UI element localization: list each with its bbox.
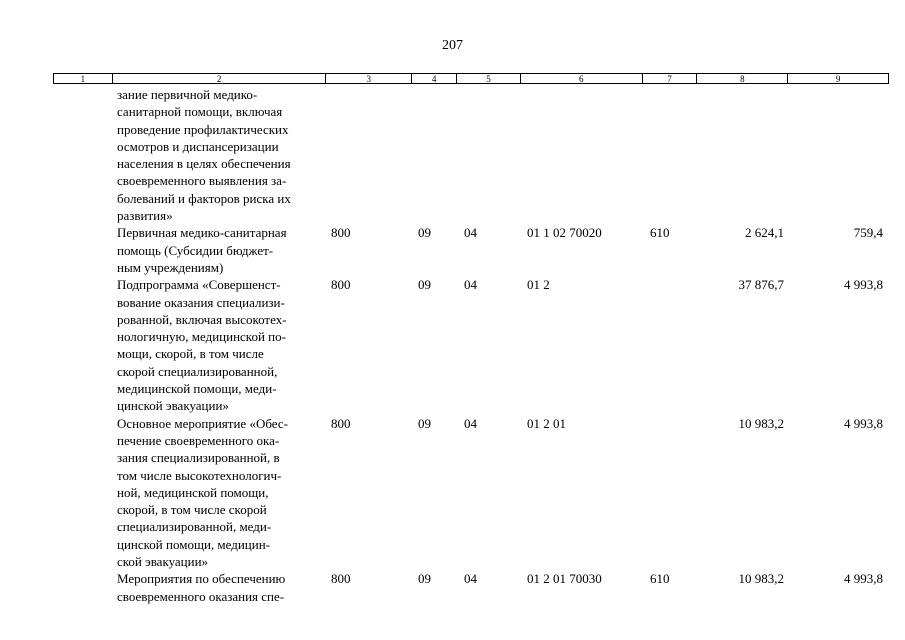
description-line: ным учреждениям) [117, 259, 224, 275]
table-body [0, 86, 905, 605]
description-line: своевременного оказания спе- [117, 588, 285, 604]
code-value: 800 [331, 415, 351, 431]
description-line: проведение профилактических [117, 121, 289, 137]
subsection-value: 04 [464, 571, 477, 587]
description-line: печение своевременного ока- [117, 432, 280, 448]
description-line: вование оказания специализи- [117, 294, 285, 310]
description-line: Подпрограмма «Совершенст- [117, 277, 281, 293]
table-row [0, 224, 905, 276]
description-line: скорой специализированной, [117, 363, 278, 379]
row-description [117, 570, 327, 605]
amount-value: 10 983,2 [738, 571, 784, 587]
subsection-value: 04 [464, 277, 477, 293]
row-description [117, 86, 327, 224]
subsection-value: 04 [464, 415, 477, 431]
table-row [0, 570, 905, 605]
section-value: 09 [418, 225, 431, 241]
description-line: осмотров и диспансеризации [117, 138, 279, 154]
description-line: Первичная медико-санитарная [117, 225, 287, 241]
amount-value: 37 876,7 [738, 277, 784, 293]
description-line: скорой, в том числе скорой [117, 502, 267, 518]
section-value: 09 [418, 571, 431, 587]
amount-value: 2 624,1 [745, 225, 784, 241]
description-line: своевременного выявления за- [117, 173, 287, 189]
column-header-5: 5 [457, 74, 521, 83]
description-line: Основное мероприятие «Обес- [117, 415, 288, 431]
expense-type-value: 610 [650, 571, 670, 587]
secondary-amount-value: 4 993,8 [844, 415, 883, 431]
description-line: развития» [117, 208, 173, 224]
column-header-1: 1 [54, 74, 113, 83]
description-line: цинской эвакуации» [117, 398, 229, 414]
code-value: 800 [331, 225, 351, 241]
description-line: нологичную, медицинской по- [117, 329, 286, 345]
table-row [0, 86, 905, 224]
column-header-4: 4 [412, 74, 457, 83]
table-row [0, 415, 905, 571]
target-article-value: 01 2 01 70030 [527, 571, 602, 587]
section-value: 09 [418, 277, 431, 293]
target-article-value: 01 2 01 [527, 415, 566, 431]
code-value: 800 [331, 571, 351, 587]
description-line: зание первичной медико- [117, 87, 258, 102]
amount-value: 10 983,2 [738, 415, 784, 431]
description-line: цинской помощи, медицин- [117, 536, 271, 552]
column-header-6: 6 [521, 74, 643, 83]
description-line: специализированной, меди- [117, 519, 272, 535]
page-number: 207 [442, 38, 463, 53]
secondary-amount-value: 4 993,8 [844, 571, 883, 587]
expense-type-value: 610 [650, 225, 670, 241]
column-header-3: 3 [326, 74, 412, 83]
description-line: болеваний и факторов риска их [117, 190, 291, 206]
description-line: зания специализированной, в [117, 450, 280, 466]
description-line: Мероприятия по обеспечению [117, 571, 286, 587]
description-line: ной, медицинской помощи, [117, 484, 269, 500]
subsection-value: 04 [464, 225, 477, 241]
description-line: населения в целях обеспечения [117, 156, 291, 172]
secondary-amount-value: 4 993,8 [844, 277, 883, 293]
description-line: том числе высокотехнологич- [117, 467, 282, 483]
description-line: ской эвакуации» [117, 554, 209, 570]
code-value: 800 [331, 277, 351, 293]
target-article-value: 01 2 [527, 277, 550, 293]
row-description [117, 276, 327, 414]
row-description [117, 224, 327, 276]
column-header-9: 9 [835, 74, 841, 84]
description-line: санитарной помощи, включая [117, 104, 283, 120]
description-line: помощь (Субсидии бюджет- [117, 242, 274, 258]
section-value: 09 [418, 415, 431, 431]
row-description [117, 415, 327, 571]
table-header-row [53, 73, 889, 84]
target-article-value: 01 1 02 70020 [527, 225, 602, 241]
column-header-8: 8 [697, 74, 788, 83]
description-line: медицинской помощи, меди- [117, 381, 277, 397]
secondary-amount-value: 759,4 [853, 225, 883, 241]
column-header-7: 7 [643, 74, 698, 83]
description-line: рованной, включая высокотех- [117, 311, 287, 327]
column-header-2: 2 [113, 74, 326, 83]
table-row [0, 276, 905, 414]
description-line: мощи, скорой, в том числе [117, 346, 264, 362]
